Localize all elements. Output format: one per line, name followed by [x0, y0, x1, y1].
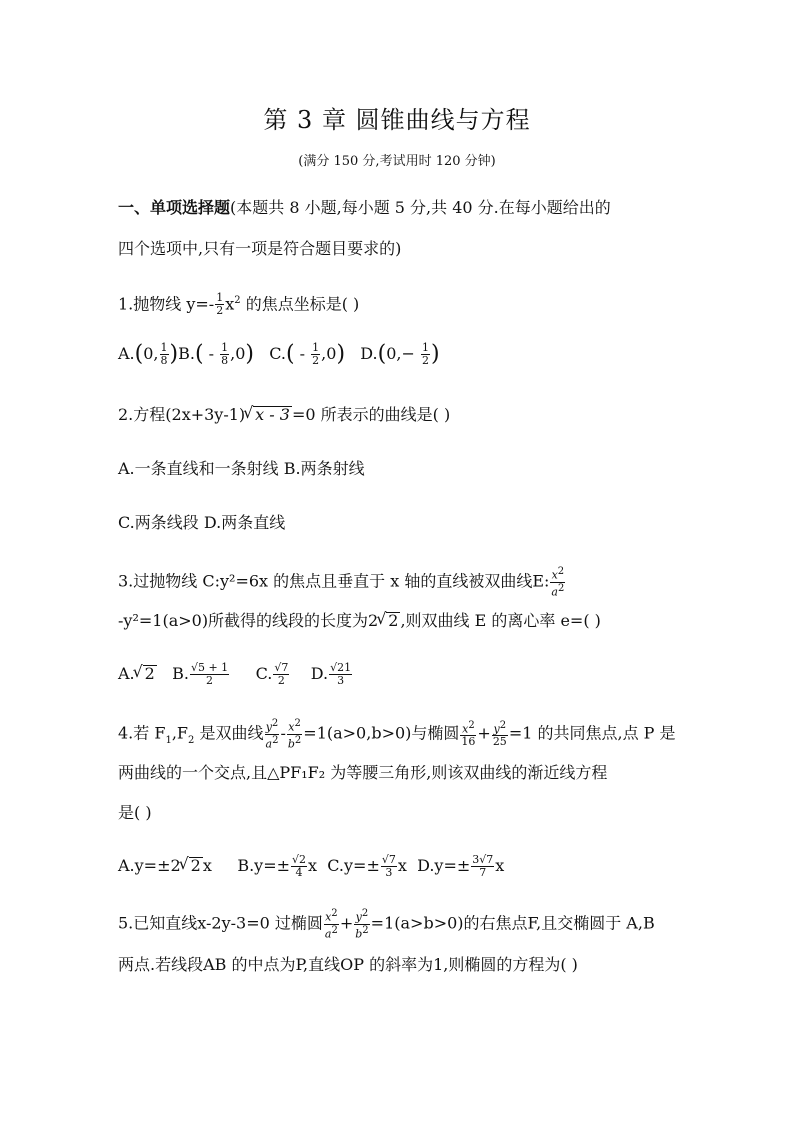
question-4-line-2: 两曲线的一个交点,且△PF₁F₂ 为等腰三角形,则该双曲线的渐近线方程	[118, 763, 608, 782]
question-5-line-2: 两点.若线段AB 的中点为P,直线OP 的斜率为1,则椭圆的方程为( )	[118, 955, 578, 974]
question-5-line-1: 5.已知直线x-2y-3=0 过椭圆 $\frac{x^2}{a^2}$ + $\frac{y^2}{b^2}$ =1(a>b>0)的右焦点F,且交椭圆于 A,B	[118, 908, 655, 941]
page-title: 第 3 章 圆锥曲线与方程	[263, 106, 531, 134]
section-heading: 一、单项选择题	[118, 198, 231, 217]
question-2-options-1: A.一条直线和一条射线 B.两条射线	[118, 459, 365, 478]
section-header	[118, 197, 611, 219]
question-3-line-1: 3.过抛物线 C:y²=6x 的焦点且垂直于 x 轴的直线被双曲线E: $\frac{x^2}{a^2}$	[118, 566, 565, 599]
square-root: √ x - 3	[253, 406, 292, 423]
exam-info: (满分 150 分,考试用时 120 分钟)	[298, 154, 496, 169]
section-desc-2: 四个选项中,只有一项是符合题目要求的)	[118, 239, 402, 258]
question-1-stem: 1.抛物线 y=- $\frac{1}{2}$ $x^2$ 的焦点坐标是( )	[118, 291, 360, 318]
fraction: $\frac{1}{2}$	[216, 291, 224, 318]
question-1-options: A.(0, $\frac{1}{8}$ )B.( - $\frac{1}{8}$ ,0) C.( - $\frac{1}{2}$ ,0) D.(0,− $\frac{1}{2}$ )	[118, 341, 440, 367]
question-2-options-2: C.两条线段 D.两条直线	[118, 513, 286, 532]
question-4-line-3: 是( )	[118, 803, 152, 822]
question-3-options: A.√ 2 B. $\frac{√5 + 1}{2}$ C. $\frac{√7}{2}$ D. $\frac{√21}{3}$	[118, 662, 353, 687]
question-3-line-2: -y²=1(a>0)所截得的线段的长度为2√ 2 ,则双曲线 E 的离心率 e=( )	[118, 610, 601, 632]
question-4-options: A.y=±2√ 2 x B.y=± $\frac{√2}{4}$ x C.y=± $\frac{√7}{3}$ x D.y=± $\frac{3√7}{7}$ x	[118, 854, 504, 879]
section-desc-1: (本题共 8 小题,每小题 5 分,共 40 分.在每小题给出的	[230, 198, 611, 217]
question-4-line-1: 4.若 $F_1,F_2$ 是双曲线 $\frac{y^2}{a^2}$ - $\frac{x^2}{b^2}$ =1(a>0,b>0)与椭圆 $\frac{x^2}{16}$ + $\frac{y^2}{25}$ =1 的共同焦点,点 P 是	[118, 718, 676, 751]
question-2-stem: 2.方程(2x+3y-1)√ x - 3 =0 所表示的曲线是( )	[118, 404, 450, 426]
